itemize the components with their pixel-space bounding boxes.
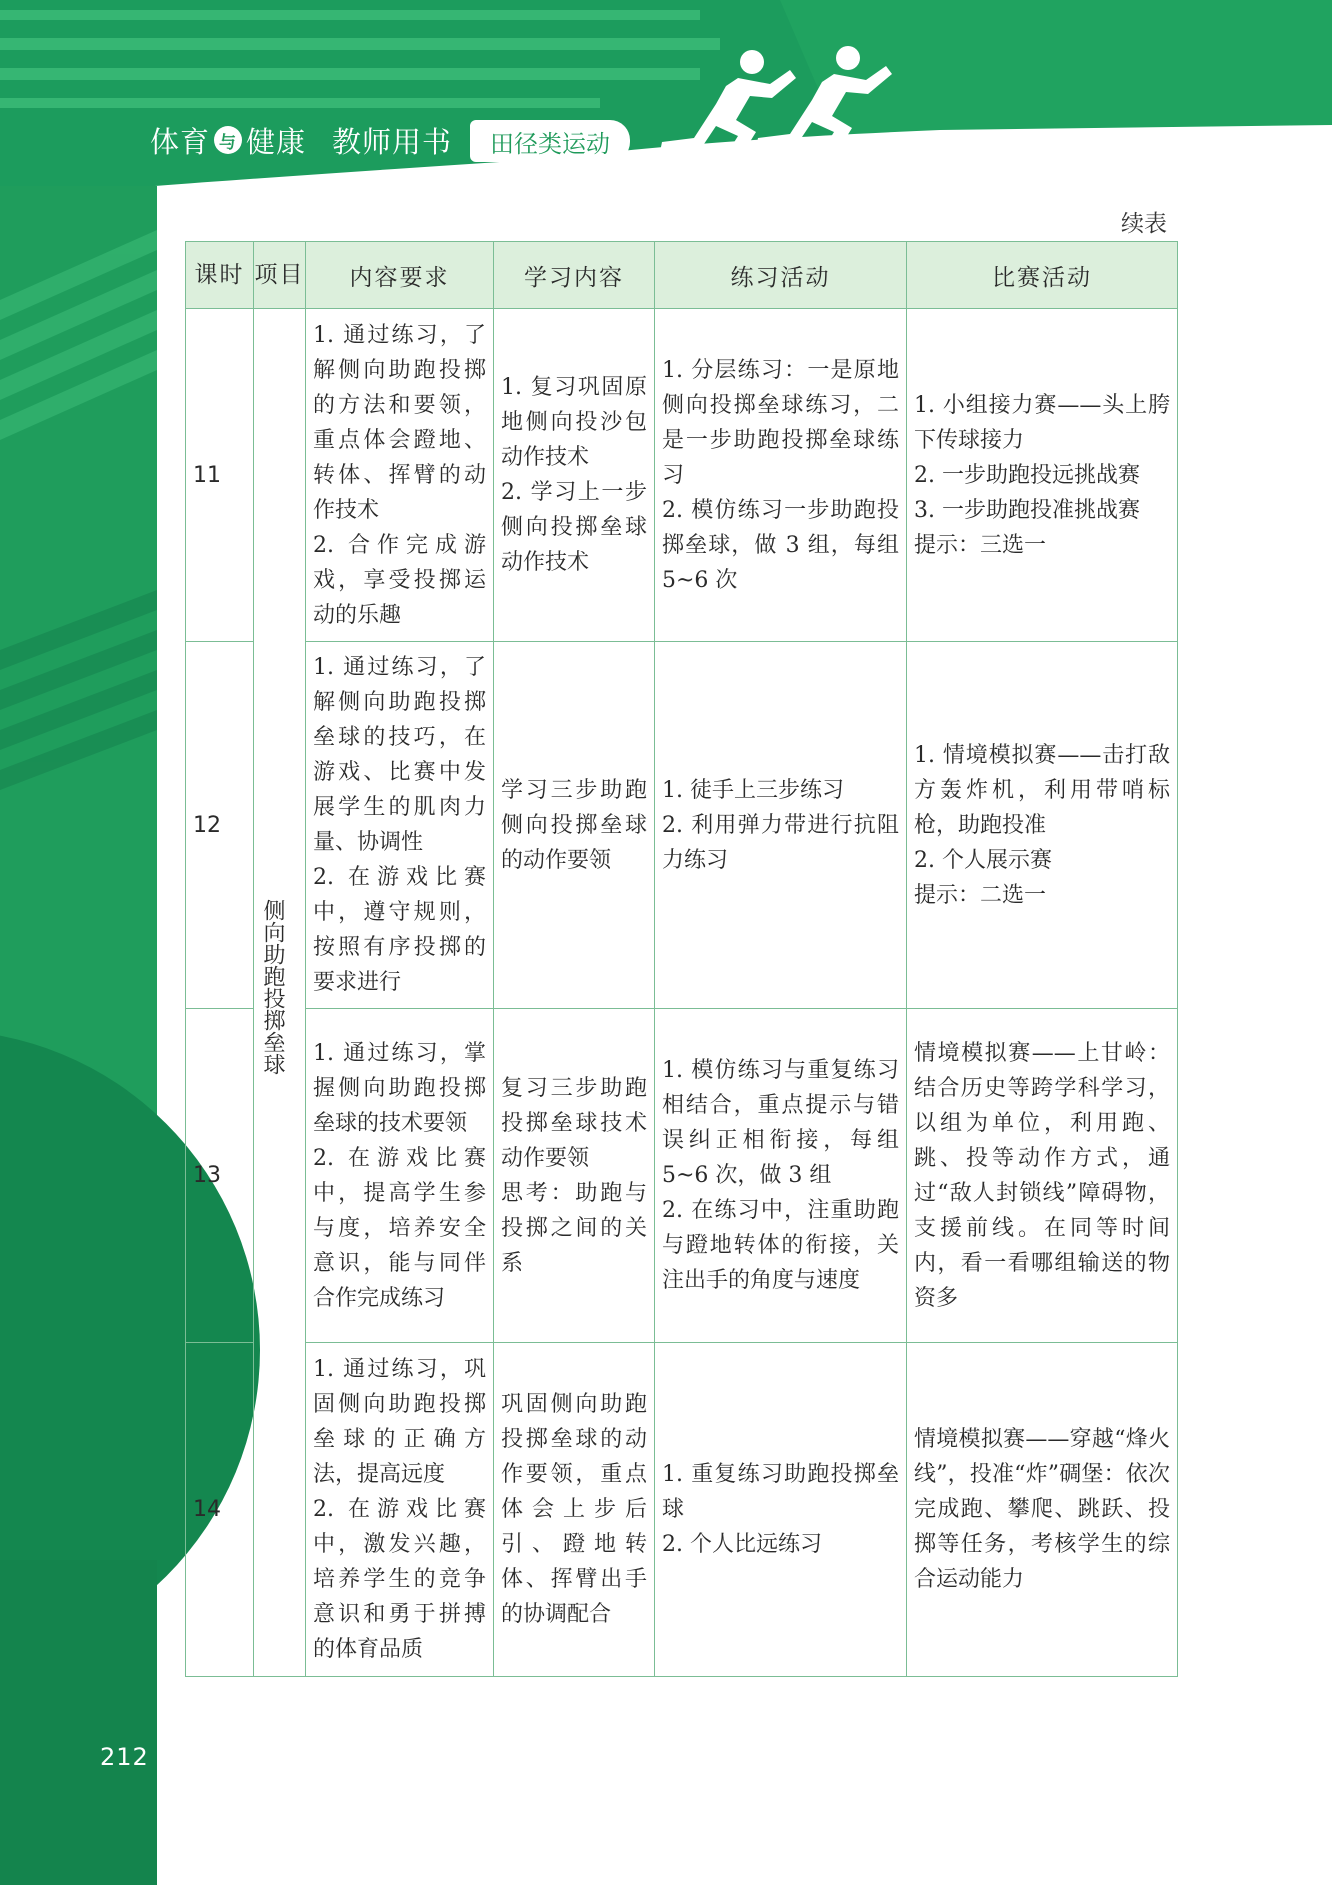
page-number: 212 — [100, 1743, 149, 1771]
requirements-cell: 1. 通过练习，掌握侧向助跑投掷垒球的技术要领 2. 在游戏比赛中，提高学生参与度，培养安全意识，能与同伴合作完成练习 — [306, 1009, 494, 1343]
header-requirements: 内容要求 — [306, 242, 494, 309]
competition-cell: 情境模拟赛——上甘岭：结合历史等跨学科学习，以组为单位，利用跑、跳、投等动作方式，通过“敌人封锁线”障碍物，支援前线。在同等时间内，看一看哪组输送的物资多 — [907, 1009, 1178, 1343]
lesson-plan-table — [185, 241, 1178, 1677]
header-practice: 练习活动 — [655, 242, 907, 309]
practice-cell: 1. 分层练习：一是原地侧向投掷垒球练习，二是一步助跑投掷垒球练习 2. 模仿练习一步助跑投掷垒球，做 3 组，每组 5~6 次 — [655, 309, 907, 642]
competition-cell: 1. 情境模拟赛——击打敌方轰炸机，利用带哨标枪，助跑投准 2. 个人展示赛 提示：二选一 — [907, 642, 1178, 1009]
continued-label: 续表 — [1121, 211, 1167, 237]
lesson-number: 12 — [186, 642, 254, 1009]
requirements-cell: 1. 通过练习，巩固侧向助跑投掷垒球的正确方法，提高远度 2. 在游戏比赛中，激发兴趣，培养学生的竞争意识和勇于拼搏的体育品质 — [306, 1343, 494, 1677]
practice-cell: 1. 模仿练习与重复练习相结合，重点提示与错误纠正相衔接，每组 5~6 次，做 3 组 2. 在练习中，注重助跑与蹬地转体的衔接，关注出手的角度与速度 — [655, 1009, 907, 1343]
book-title — [150, 118, 452, 162]
practice-cell: 1. 徒手上三步练习 2. 利用弹力带进行抗阻力练习 — [655, 642, 907, 1009]
learning-cell: 复习三步助跑投掷垒球技术动作要领 思考：助跑与投掷之间的关系 — [494, 1009, 655, 1343]
table-row — [186, 642, 1178, 1009]
item-name: 侧向助跑投掷垒球 — [260, 899, 285, 1075]
header-competition: 比赛活动 — [907, 242, 1178, 309]
header-learning: 学习内容 — [494, 242, 655, 309]
learning-cell: 巩固侧向助跑投掷垒球的动作要领，重点体会上步后引、蹬地转体、挥臂出手的协调配合 — [494, 1343, 655, 1677]
title-left: 体育 — [150, 124, 211, 159]
table-row — [186, 309, 1178, 642]
lesson-number: 13 — [186, 1009, 254, 1343]
competition-cell: 情境模拟赛——穿越“烽火线”，投准“炸”碉堡：依次完成跑、攀爬、跳跃、投掷等任务，考核学生的综合运动能力 — [907, 1343, 1178, 1677]
title-badge: 与 — [214, 126, 242, 154]
requirements-cell: 1. 通过练习，了解侧向助跑投掷垒球的技巧，在游戏、比赛中发展学生的肌肉力量、协调性 2. 在游戏比赛中，遵守规则，按照有序投掷的要求进行 — [306, 642, 494, 1009]
title-right: 教师用书 — [332, 124, 453, 159]
table-header-row — [186, 242, 1178, 309]
table-row — [186, 1343, 1178, 1677]
requirements-cell: 1. 通过练习，了解侧向助跑投掷的方法和要领，重点体会蹬地、转体、挥臂的动作技术 2. 合作完成游戏，享受投掷运动的乐趣 — [306, 309, 494, 642]
header-item: 项目 — [254, 242, 306, 309]
title-mid: 健康 — [246, 124, 307, 159]
header-lesson: 课时 — [186, 242, 254, 309]
practice-cell: 1. 重复练习助跑投掷垒球 2. 个人比远练习 — [655, 1343, 907, 1677]
item-cell — [254, 309, 306, 1677]
competition-cell: 1. 小组接力赛——头上胯下传球接力 2. 一步助跑投远挑战赛 3. 一步助跑投准挑战赛 提示：三选一 — [907, 309, 1178, 642]
lesson-number: 14 — [186, 1343, 254, 1677]
learning-cell: 1. 复习巩固原地侧向投沙包动作技术 2. 学习上一步侧向投掷垒球动作技术 — [494, 309, 655, 642]
chapter-tag: 田径类运动 — [470, 120, 630, 162]
learning-cell: 学习三步助跑侧向投掷垒球的动作要领 — [494, 642, 655, 1009]
lesson-number: 11 — [186, 309, 254, 642]
table-row — [186, 1009, 1178, 1343]
